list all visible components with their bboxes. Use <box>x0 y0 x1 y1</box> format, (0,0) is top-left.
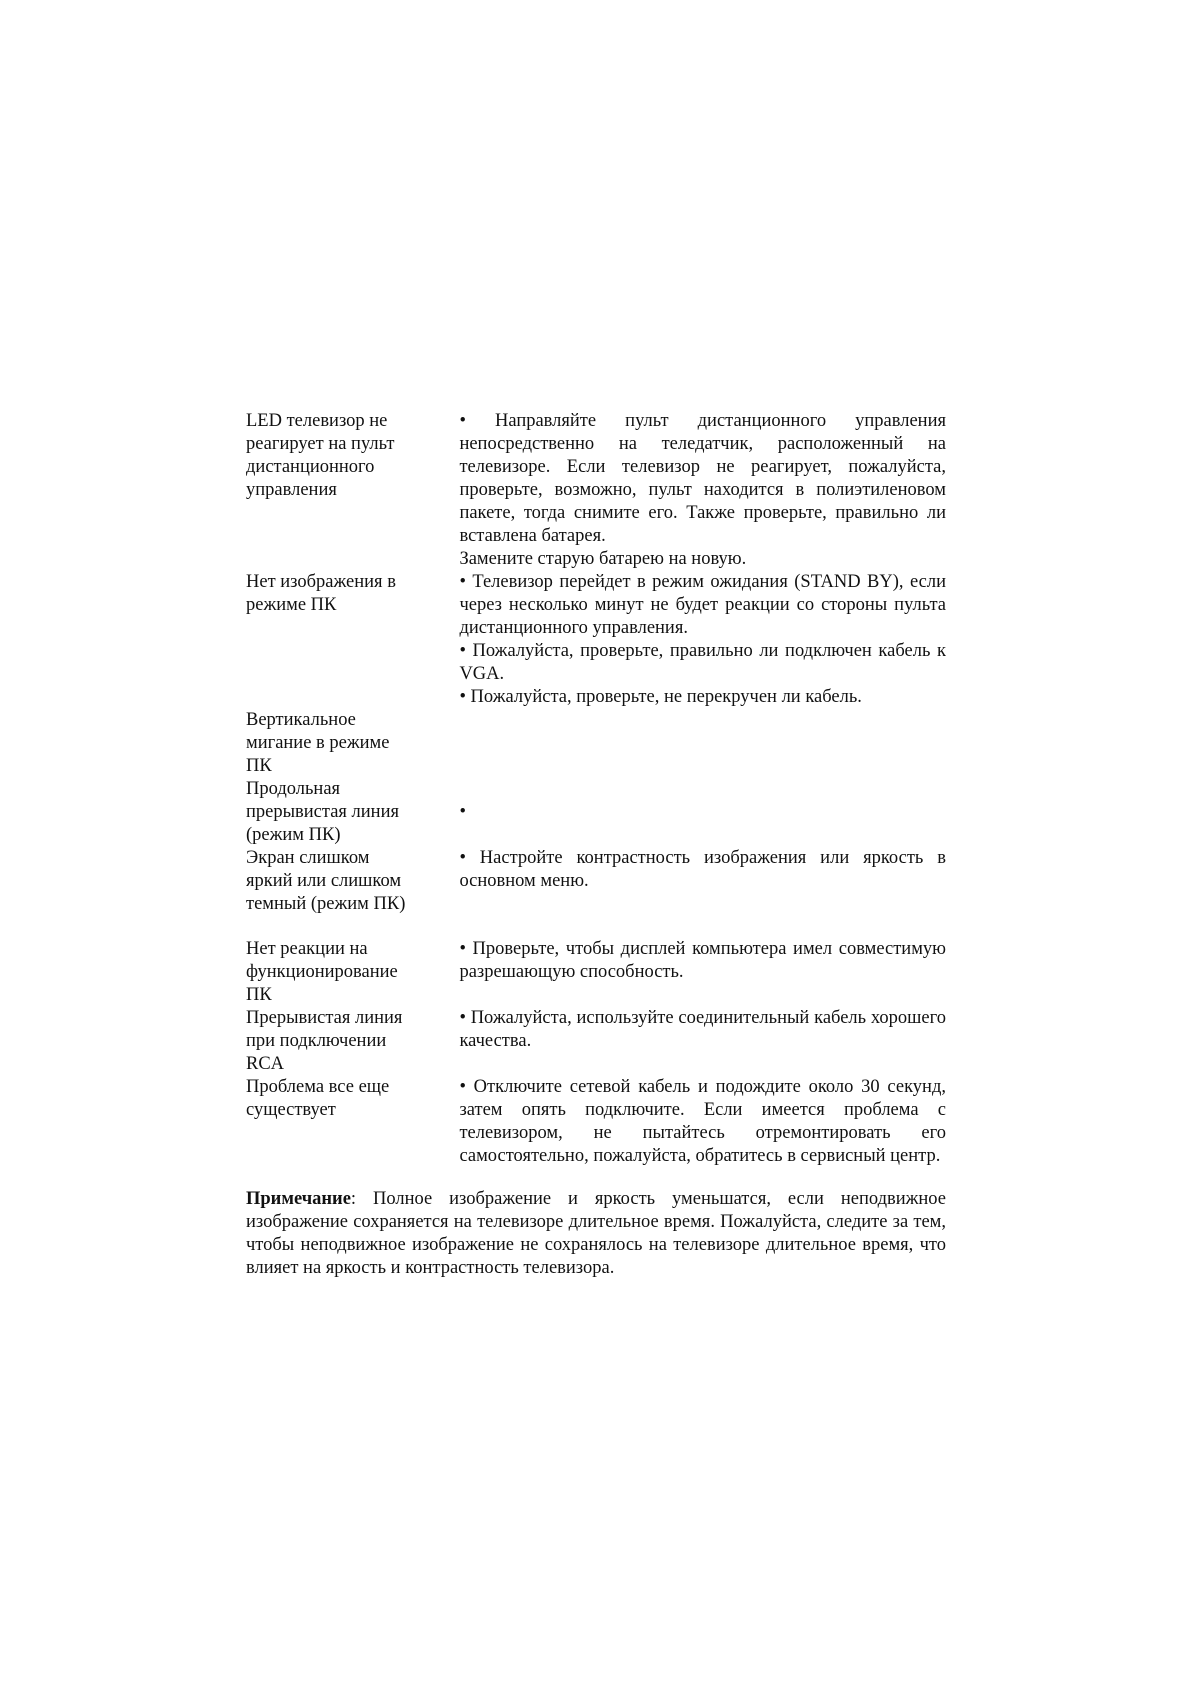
problem-cell <box>246 410 459 571</box>
note-paragraph <box>246 1188 946 1280</box>
problem-cell <box>246 571 459 709</box>
solution-paragraph: • Отключите сетевой кабель и подождите около 30 секунд, затем опять подключите. Если имеется проблема с телевизором, не пытайтесь отремонтировать его самостоятельно, пожалуйста, обратитесь в сервисный центр. <box>459 1077 946 1166</box>
problem-line: яркий или слишком <box>246 871 402 891</box>
problem-line: Продольная <box>246 779 341 799</box>
problem-cell <box>246 709 459 778</box>
problem-cell <box>246 1076 459 1168</box>
problem-line: Прерывистая линия <box>246 1008 403 1028</box>
problem-cell <box>246 778 459 847</box>
problem-line: существует <box>246 1100 336 1120</box>
troubleshooting-section <box>246 410 946 1280</box>
problem-line: ПК <box>246 756 272 776</box>
table-row <box>246 571 946 709</box>
solution-paragraph: • Пожалуйста, используйте соединительный кабель хорошего качества. <box>459 1008 946 1051</box>
solution-cell <box>459 709 946 778</box>
problem-line: Нет изображения в <box>246 572 396 592</box>
table-row <box>246 778 946 847</box>
problem-cell <box>246 847 459 916</box>
solution-paragraph: Замените старую батарею на новую. <box>459 549 747 569</box>
problem-line: RCA <box>246 1054 285 1074</box>
solution-paragraph: • Проверьте, чтобы дисплей компьютера имел совместимую разрешающую способность. <box>459 939 946 982</box>
row-spacer <box>246 916 946 938</box>
solution-cell <box>459 938 946 1007</box>
solution-cell <box>459 778 946 847</box>
solution-paragraph: • <box>459 802 466 822</box>
problem-line: Экран слишком <box>246 848 370 868</box>
solution-cell <box>459 410 946 571</box>
problem-line: LED телевизор не <box>246 411 388 431</box>
solution-cell <box>459 1076 946 1168</box>
troubleshooting-table <box>246 410 946 1168</box>
problem-cell <box>246 938 459 1007</box>
problem-line: Проблема все еще <box>246 1077 390 1097</box>
problem-line: при подключении <box>246 1031 387 1051</box>
problem-line: ПК <box>246 985 272 1005</box>
solution-cell <box>459 847 946 916</box>
solution-paragraph: • Направляйте пульт дистанционного управления непосредственно на теледатчик, расположенный на телевизоре. Если телевизор не реагирует, пожалуйста, проверьте, возможно, пульт находится в полиэтиленовом пакете, тогда снимите его. Также проверьте, правильно ли вставлена батарея. <box>459 411 946 546</box>
problem-line: дистанционного <box>246 457 375 477</box>
table-row <box>246 1076 946 1168</box>
problem-line: мигание в режиме <box>246 733 390 753</box>
solution-cell <box>459 571 946 709</box>
solution-paragraph: • Настройте контрастность изображения или яркость в основном меню. <box>459 848 946 891</box>
table-row <box>246 847 946 916</box>
table-row <box>246 938 946 1007</box>
problem-line: (режим ПК) <box>246 825 341 845</box>
table-row <box>246 410 946 571</box>
note-text: : Полное изображение и яркость уменьшатся, если неподвижное изображение сохраняется на телевизоре длительное время. Пожалуйста, следите за тем, чтобы неподвижное изображение не сохранялось на телевизоре длительное время, что влияет на яркость и контрастность телевизора. <box>246 1189 946 1278</box>
problem-line: прерывистая линия <box>246 802 399 822</box>
problem-line: Вертикальное <box>246 710 356 730</box>
problem-line: реагирует на пульт <box>246 434 395 454</box>
problem-line: управления <box>246 480 337 500</box>
table-row <box>246 1007 946 1076</box>
problem-cell <box>246 1007 459 1076</box>
note-label: Примечание <box>246 1189 351 1209</box>
problem-line: режиме ПК <box>246 595 337 615</box>
problem-line: темный (режим ПК) <box>246 894 406 914</box>
solution-paragraph: • Пожалуйста, проверьте, правильно ли подключен кабель к VGA. <box>459 641 946 684</box>
solution-paragraph: • Пожалуйста, проверьте, не перекручен ли кабель. <box>459 687 862 707</box>
problem-line: Нет реакции на <box>246 939 368 959</box>
table-row <box>246 709 946 778</box>
problem-line: функционирование <box>246 962 398 982</box>
solution-cell <box>459 1007 946 1076</box>
solution-paragraph: • Телевизор перейдет в режим ожидания (STAND BY), если через несколько минут не будет реакции со стороны пульта дистанционного управления. <box>459 572 946 638</box>
